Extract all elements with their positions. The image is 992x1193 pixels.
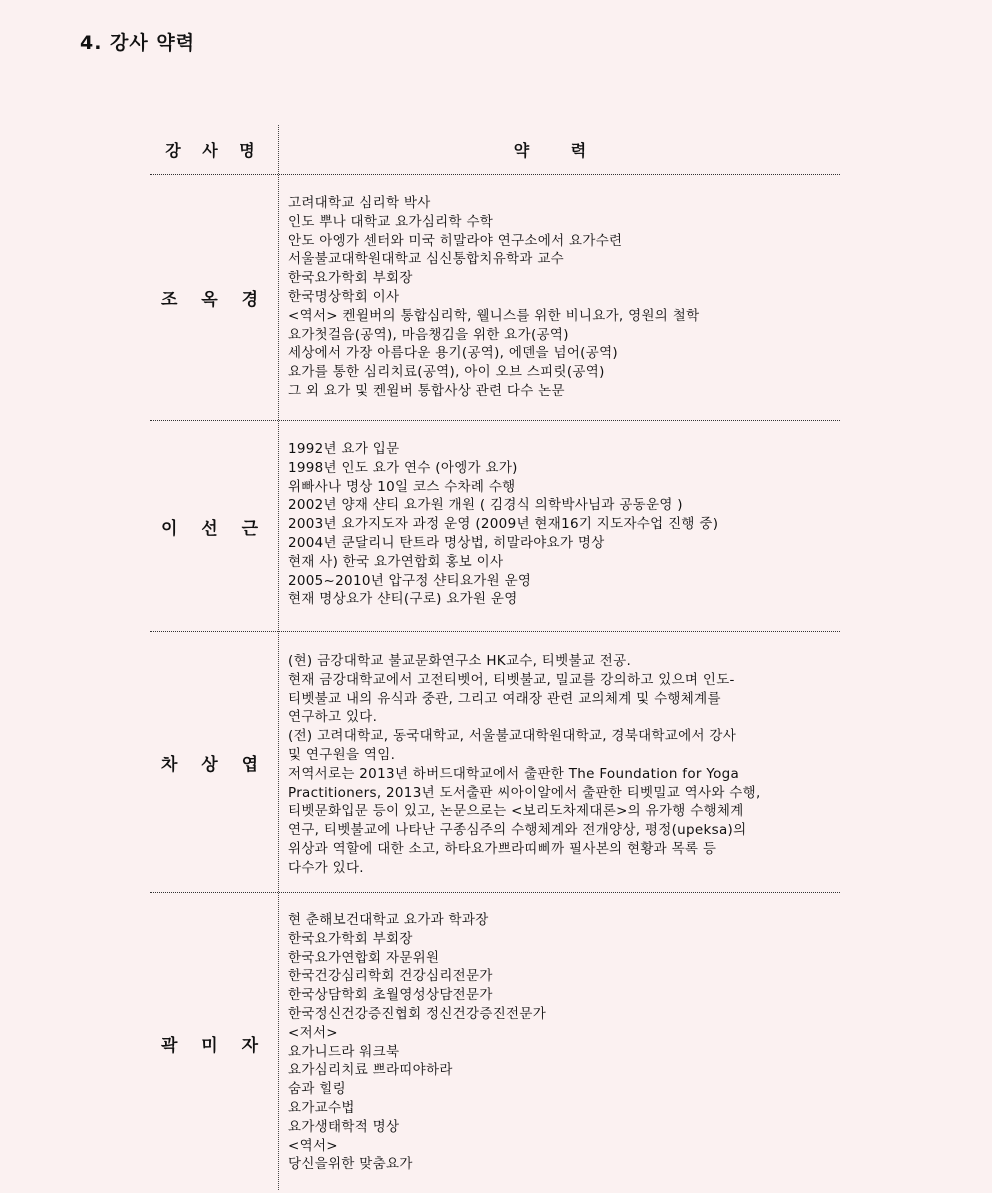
career-line: 2002년 양재 샨티 요가원 개원 ( 김경식 의학박사님과 공동운영 ) [288, 497, 683, 514]
career-line: (현) 금강대학교 불교문화연구소 HK교수, 티벳불교 전공. [288, 653, 632, 669]
instructor-name: 차 상 엽 [160, 754, 268, 775]
career-line: 현재 사) 한국 요가연합회 홍보 이사 [288, 553, 504, 570]
career-line: 당신을위한 맞춤요가 [288, 1156, 413, 1173]
table-header [150, 125, 840, 175]
career-line: 현 춘해보건대학교 요가과 학과장 [288, 912, 489, 928]
career-line: 요가니드라 워크북 [288, 1043, 400, 1060]
career-line: 2005~2010년 압구정 샨티요가원 운영 [288, 572, 532, 589]
career-line: 연구, 티벳불교에 나타난 구종심주의 수행체계와 전개양상, 평정(upeksa)의 [288, 822, 747, 839]
career-line: 한국건강심리학회 건강심리전문가 [288, 968, 493, 985]
career-line: (전) 고려대학교, 동국대학교, 서울불교대학원대학교, 경북대학교에서 강사 [288, 728, 737, 745]
instructor-name: 조 옥 경 [160, 290, 268, 310]
career-line: 티벳불교 내의 유식과 중관, 그리고 여래장 관련 교의체계 및 수행체계를 [288, 690, 721, 707]
column-divider [278, 125, 279, 1190]
career-line: 서울불교대학원대학교 심신통합치유학과 교수 [288, 251, 565, 268]
career-line: 요가생태학적 명상 [288, 1118, 400, 1135]
career-line: 한국요가학회 부회장 [288, 270, 413, 287]
career-line: 요가교수법 [288, 1099, 355, 1116]
career-line: 및 연구원을 역임. [288, 746, 396, 763]
career-line: 한국상담학회 초월영성상담전문가 [288, 987, 493, 1004]
career-line: 요가심리치료 쁘라띠야하라 [288, 1062, 453, 1079]
career-line: 저역서로는 2013년 하버드대학교에서 출판한 The Foundation for Yoga [288, 765, 740, 782]
career-line: 2003년 요가지도자 과정 운영 (2009년 현재16기 지도자수업 진행 중) [288, 516, 719, 533]
career-line: 그 외 요가 및 켄윌버 통합사상 관련 다수 논문 [288, 382, 565, 399]
career-line: 1992년 요가 입문 [288, 441, 400, 457]
career-line: 현재 금강대학교에서 고전티벳어, 티벳불교, 밀교를 강의하고 있으며 인도- [288, 671, 735, 688]
career-line: 연구하고 있다. [288, 709, 378, 726]
instructor-career [278, 632, 840, 892]
career-line: 요가첫걸음(공역), 마음챙김을 위한 요가(공역) [288, 326, 569, 343]
career-line: 요가를 통한 심리치료(공역), 아이 오브 스피릿(공역) [288, 364, 605, 381]
career-line: 1998년 인도 요가 연수 (아엥가 요가) [288, 459, 518, 476]
career-line: 인도 뿌나 대학교 요가심리학 수학 [288, 213, 494, 230]
career-line: 티벳문화입문 등이 있고, 논문으로는 <보리도차제대론>의 유가행 수행체계 [288, 803, 744, 820]
career-line: <저서> [288, 1024, 338, 1041]
career-line: <역서> [288, 1137, 338, 1154]
career-line: 고려대학교 심리학 박사 [288, 195, 431, 211]
career-line: 한국정신건강증진협회 정신건강증진전문가 [288, 1005, 547, 1022]
career-line: 한국요가학회 부회장 [288, 930, 413, 947]
career-line: 한국요가연합회 자문위원 [288, 949, 440, 966]
instructor-career [278, 893, 840, 1193]
career-line: 숨과 힐링 [288, 1081, 346, 1098]
table-row [150, 175, 840, 421]
career-line: 안도 아엥가 센터와 미국 히말라야 연구소에서 요가수련 [288, 232, 623, 249]
section-title: 4. 강사 약력 [80, 32, 196, 54]
table-row [150, 421, 840, 632]
instructor-name: 이 선 근 [160, 518, 268, 539]
career-line: 세상에서 가장 아름다운 용기(공역), 에덴을 넘어(공역) [288, 345, 618, 362]
header-name: 강 사 명 [165, 141, 263, 160]
table-row [150, 893, 840, 1193]
career-line: <역서> 켄윌버의 통합심리학, 웰니스를 위한 비니요가, 영원의 철학 [288, 307, 700, 324]
career-line: 위빠사나 명상 10일 코스 수차례 수행 [288, 478, 516, 495]
instructor-career [278, 175, 840, 420]
instructor-name: 곽 미 자 [160, 1035, 268, 1056]
career-line: 다수가 있다. [288, 859, 364, 876]
career-line: 한국명상학회 이사 [288, 288, 400, 305]
career-line: Practitioners, 2013년 도서출판 씨아이알에서 출판한 티벳밀교 역사와 수행, [288, 784, 761, 801]
instructor-career [278, 421, 840, 631]
table-row [150, 632, 840, 893]
instructor-table [150, 125, 840, 1193]
header-career: 약 력 [513, 141, 605, 160]
career-line: 현재 명상요가 샨티(구로) 요가원 운영 [288, 591, 518, 608]
career-line: 2004년 쿤달리니 탄트라 명상법, 히말라야요가 명상 [288, 534, 605, 551]
career-line: 위상과 역할에 대한 소고, 하타요가쁘라띠삐까 필사본의 현황과 목록 등 [288, 840, 717, 857]
